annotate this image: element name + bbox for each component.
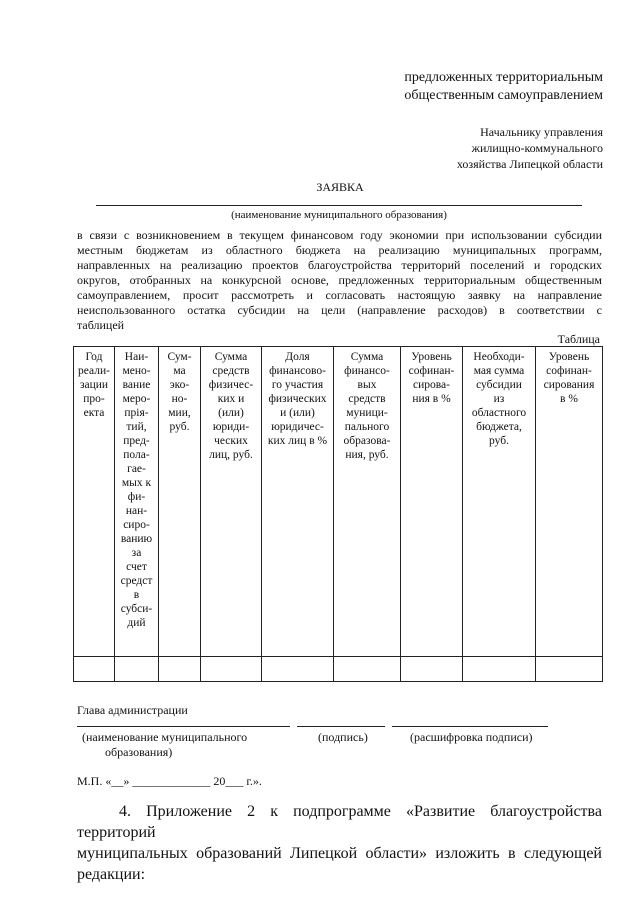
signature-caption-municipality-1: (наименование муниципального — [82, 730, 248, 744]
header-cell-year — [74, 347, 115, 657]
table-cell — [463, 657, 536, 682]
table-cell — [159, 657, 201, 682]
signature-line-sign — [297, 726, 385, 727]
header-cell-text: Сум- ма эко- но- мии, руб. — [167, 351, 192, 433]
header-cell-text: Уровень софинан- сирова- ния в % — [408, 351, 455, 405]
table-cell — [115, 657, 159, 682]
municipality-line — [96, 205, 582, 206]
body-line: округов, отобранных на конкурсной основе, предложенных территориальным общественным — [77, 273, 602, 287]
signature-line-decode — [392, 726, 548, 727]
header-cell-cofinancing-level-2 — [536, 347, 603, 657]
body-line: направленных на реализацию проектов благоустройства территорий поселений и городских — [77, 258, 602, 272]
table-row — [74, 657, 603, 682]
header-cell-text: Уровень софинан- сирования в % — [543, 351, 595, 405]
body-line: самоуправлением, просит рассмотреть и согласовать настоящую заявку на направление — [77, 288, 602, 302]
addressee-line-1: Начальнику управления — [480, 125, 603, 139]
signature-caption-municipality-2: образования) — [105, 745, 173, 759]
header-cell-text: Сумма финансо- вых средств муници- пального образова- ния, руб. — [343, 351, 391, 461]
signature-caption-decode: (расшифровка подписи) — [410, 730, 533, 744]
table-cell — [401, 657, 463, 682]
header-cell-text: Сумма средств физичес- ких и (или) юриди- ческих лиц, руб. — [208, 351, 254, 461]
header-cell-cofinancing-level — [401, 347, 463, 657]
signature-line-municipality — [77, 726, 290, 727]
addressee-line-3: хозяйства Липецкой области — [456, 157, 603, 171]
header-cell-required-subsidy — [463, 347, 536, 657]
document-title: ЗАЯВКА — [316, 180, 364, 194]
header-cell-activity — [115, 347, 159, 657]
stamp-date-line: М.П. «__» _____________ 20___ г.». — [77, 774, 262, 788]
closing-line: редакции: — [77, 866, 146, 883]
body-line: таблицей — [77, 318, 125, 332]
header-cell-municipal-funds — [334, 347, 401, 657]
header-cell-text: Необходи- мая сумма субсидии из областного бюджета, руб. — [471, 351, 527, 447]
table-cell — [74, 657, 115, 682]
header-cell-private-funds — [201, 347, 262, 657]
table-cell — [201, 657, 262, 682]
closing-line: муниципальных образований Липецкой области» изложить в следующей — [77, 845, 602, 862]
table-cell — [536, 657, 603, 682]
table-cell — [262, 657, 334, 682]
header-cell-text: Доля финансово- го участия физических и (или) юридичес- ких лиц в % — [267, 351, 328, 447]
header-cell-savings — [159, 347, 201, 657]
header-line-2: общественным самоуправлением — [404, 88, 603, 103]
header-cell-private-share — [262, 347, 334, 657]
header-line-1: предложенных территориальным — [404, 70, 603, 85]
table-cell — [334, 657, 401, 682]
closing-paragraph — [77, 801, 602, 885]
header-cell-text: Год реали- зации про- екта — [78, 351, 110, 419]
header-cell-text: Наи- мено- вание меро- прія- тий, пред- пола- гае- мых к фи- нан- сиро- ванию за счет средст в субси- дий — [120, 351, 153, 629]
signature-head: Глава администрации — [77, 703, 188, 717]
addressee-line-2: жилищно-коммунального — [471, 141, 603, 155]
subsidy-table — [73, 346, 603, 682]
signature-caption-sign: (подпись) — [318, 730, 368, 744]
body-paragraph — [77, 228, 602, 333]
body-line: в связи с возникновением в текущем финансовом году экономии при использовании субсидии — [77, 228, 602, 242]
table-header-row — [74, 347, 603, 657]
body-line: местным бюджетам из областного бюджета на реализацию муниципальных программ, — [77, 243, 602, 257]
municipality-caption: (наименование муниципального образования) — [231, 209, 447, 221]
table-label: Таблица — [557, 332, 600, 346]
body-line: неиспользованного остатка субсидии на цели (направление расходов) в соответствии с — [77, 303, 602, 317]
closing-line: 4. Приложение 2 к подпрограмме «Развитие благоустройства территорий — [77, 803, 602, 841]
